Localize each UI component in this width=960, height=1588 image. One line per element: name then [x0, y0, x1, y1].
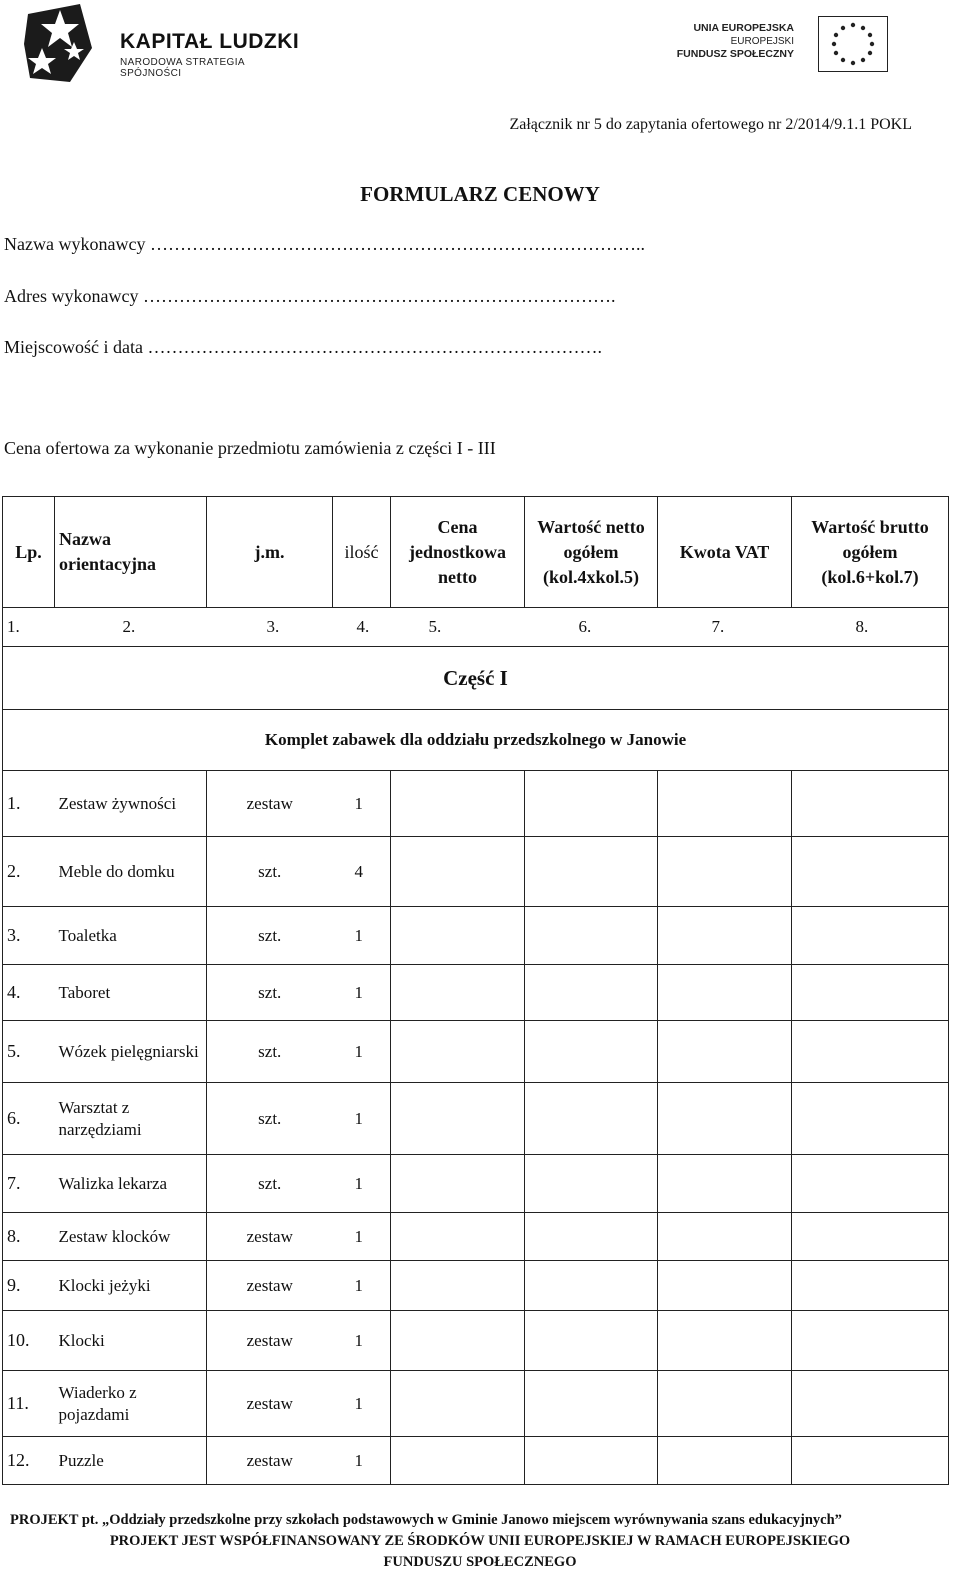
row-unit: zestaw — [207, 771, 333, 837]
eu-logo-text — [677, 22, 794, 61]
row-unit: szt. — [207, 1155, 333, 1213]
row-lp: 11. — [3, 1371, 55, 1437]
kapital-ludzki-title: KAPITAŁ LUDZKI — [120, 30, 300, 53]
table-row — [3, 1311, 949, 1371]
row-vat-cell[interactable] — [658, 837, 792, 907]
row-gross-total-cell[interactable] — [792, 771, 949, 837]
colnum-3: 3. — [207, 608, 333, 647]
row-gross-total-cell[interactable] — [792, 837, 949, 907]
row-quantity: 4 — [333, 837, 391, 907]
row-name: Puzzle — [55, 1437, 207, 1485]
row-unit: zestaw — [207, 1311, 333, 1371]
row-quantity: 1 — [333, 965, 391, 1021]
row-unit-price-cell[interactable] — [391, 837, 525, 907]
row-net-total-cell[interactable] — [525, 837, 658, 907]
footer-fund-line: FUNDUSZU SPOŁECZNEGO — [383, 1554, 577, 1570]
row-vat-cell[interactable] — [658, 1371, 792, 1437]
table-row — [3, 1021, 949, 1083]
row-name: Toaletka — [55, 907, 207, 965]
row-unit: szt. — [207, 837, 333, 907]
row-quantity: 1 — [333, 1371, 391, 1437]
row-vat-cell[interactable] — [658, 965, 792, 1021]
table-row — [3, 1213, 949, 1261]
row-gross-total-cell[interactable] — [792, 965, 949, 1021]
row-net-total-cell[interactable] — [525, 1371, 658, 1437]
eu-logo-line3: FUNDUSZ SPOŁECZNY — [676, 48, 794, 60]
row-lp: 6. — [3, 1083, 55, 1155]
part-description: Komplet zabawek dla oddziału przedszkolnego w Janowie — [3, 710, 949, 771]
form-title: FORMULARZ CENOWY — [360, 182, 600, 206]
row-name: Klocki — [55, 1311, 207, 1371]
kapital-ludzki-logo — [22, 4, 302, 86]
row-vat-cell[interactable] — [658, 1083, 792, 1155]
row-vat-cell[interactable] — [658, 1311, 792, 1371]
eu-logo-line2: EUROPEJSKI — [730, 36, 794, 47]
table-row — [3, 907, 949, 965]
footer — [0, 1510, 960, 1573]
row-gross-total-cell[interactable] — [792, 1437, 949, 1485]
row-quantity: 1 — [333, 1083, 391, 1155]
row-net-total-cell[interactable] — [525, 771, 658, 837]
row-vat-cell[interactable] — [658, 907, 792, 965]
eu-logo — [676, 16, 894, 72]
row-gross-total-cell[interactable] — [792, 1083, 949, 1155]
row-unit: zestaw — [207, 1213, 333, 1261]
part-title: Część I — [3, 647, 949, 710]
row-unit: szt. — [207, 1083, 333, 1155]
colnum-8: 8. — [792, 608, 949, 647]
row-vat-cell[interactable] — [658, 1261, 792, 1311]
row-unit-price-cell[interactable] — [391, 1213, 525, 1261]
header-vat: Kwota VAT — [658, 497, 792, 608]
row-unit-price-cell[interactable] — [391, 965, 525, 1021]
row-lp: 1. — [3, 771, 55, 837]
row-lp: 2. — [3, 837, 55, 907]
row-name: Taboret — [55, 965, 207, 1021]
row-name: Zestaw klocków — [55, 1213, 207, 1261]
row-quantity: 1 — [333, 1155, 391, 1213]
table-row — [3, 1437, 949, 1485]
kapital-ludzki-subtitle: NARODOWA STRATEGIA SPÓJNOŚCI — [120, 57, 245, 79]
table-row — [3, 1083, 949, 1155]
row-vat-cell[interactable] — [658, 1437, 792, 1485]
header-lp: Lp. — [3, 497, 55, 608]
place-date-field[interactable]: Miejscowość i data …………………………………………………………………. — [4, 337, 602, 357]
table-row — [3, 1261, 949, 1311]
header-name: Nazwa orientacyjna — [55, 497, 207, 608]
colnum-7: 7. — [658, 608, 792, 647]
row-name: Meble do domku — [55, 837, 207, 907]
row-gross-total-cell[interactable] — [792, 1021, 949, 1083]
row-unit: szt. — [207, 965, 333, 1021]
row-lp: 5. — [3, 1021, 55, 1083]
attachment-note: Załącznik nr 5 do zapytania ofertowego nr 2/2014/9.1.1 POKL — [509, 116, 912, 133]
row-net-total-cell[interactable] — [525, 907, 658, 965]
part-title-row — [3, 647, 949, 710]
row-unit-price-cell[interactable] — [391, 1437, 525, 1485]
row-net-total-cell[interactable] — [525, 1311, 658, 1371]
row-gross-total-cell[interactable] — [792, 1371, 949, 1437]
colnum-4: 4. — [333, 608, 391, 647]
row-name: Wózek pielęgniarski — [55, 1021, 207, 1083]
row-lp: 9. — [3, 1261, 55, 1311]
row-net-total-cell[interactable] — [525, 1261, 658, 1311]
offer-description: Cena ofertowa za wykonanie przedmiotu zamówienia z części I - III — [4, 438, 496, 458]
row-lp: 7. — [3, 1155, 55, 1213]
row-quantity: 1 — [333, 1437, 391, 1485]
row-vat-cell[interactable] — [658, 771, 792, 837]
part-description-row — [3, 710, 949, 771]
colnum-5: 5. — [391, 608, 525, 647]
row-name: Walizka lekarza — [55, 1155, 207, 1213]
row-unit: zestaw — [207, 1437, 333, 1485]
price-table — [2, 496, 949, 1485]
header-unit-price: Cena jednostkowa netto — [391, 497, 525, 608]
row-unit: zestaw — [207, 1371, 333, 1437]
row-name: Zestaw żywności — [55, 771, 207, 837]
row-net-total-cell[interactable] — [525, 1437, 658, 1485]
row-net-total-cell[interactable] — [525, 965, 658, 1021]
footer-project-title: PROJEKT pt. „Oddziały przedszkolne przy szkołach podstawowych w Gminie Janowo miejscem wyrównywania szans edukacyjnych” — [10, 1512, 842, 1528]
row-lp: 3. — [3, 907, 55, 965]
header-qty: ilość — [333, 497, 391, 608]
row-quantity: 1 — [333, 771, 391, 837]
row-unit-price-cell[interactable] — [391, 1083, 525, 1155]
table-row — [3, 1155, 949, 1213]
eu-stars-icon — [818, 16, 888, 72]
row-net-total-cell[interactable] — [525, 1083, 658, 1155]
row-name: Warsztat z narzędziami — [55, 1083, 207, 1155]
row-net-total-cell[interactable] — [525, 1021, 658, 1083]
footer-cofinancing-line: PROJEKT JEST WSPÓŁFINANSOWANY ZE ŚRODKÓW UNII EUROPEJSKIEJ W RAMACH EUROPEJSKIEGO — [109, 1533, 851, 1549]
row-quantity: 1 — [333, 1311, 391, 1371]
eu-logo-line1: UNIA EUROPEJSKA — [693, 22, 794, 34]
row-lp: 8. — [3, 1213, 55, 1261]
column-number-row — [3, 608, 949, 647]
row-unit-price-cell[interactable] — [391, 1155, 525, 1213]
row-gross-total-cell[interactable] — [792, 1311, 949, 1371]
row-quantity: 1 — [333, 1213, 391, 1261]
row-unit-price-cell[interactable] — [391, 1021, 525, 1083]
row-unit-price-cell[interactable] — [391, 771, 525, 837]
row-lp: 12. — [3, 1437, 55, 1485]
table-row — [3, 837, 949, 907]
table-header-row — [3, 497, 949, 608]
row-unit-price-cell[interactable] — [391, 1311, 525, 1371]
table-row — [3, 1371, 949, 1437]
row-net-total-cell[interactable] — [525, 1213, 658, 1261]
row-vat-cell[interactable] — [658, 1213, 792, 1261]
row-name: Klocki jeżyki — [55, 1261, 207, 1311]
row-gross-total-cell[interactable] — [792, 1213, 949, 1261]
row-gross-total-cell[interactable] — [792, 907, 949, 965]
header-gross-total: Wartość brutto ogółem (kol.6+kol.7) — [792, 497, 949, 608]
row-unit-price-cell[interactable] — [391, 1261, 525, 1311]
row-name: Wiaderko z pojazdami — [55, 1371, 207, 1437]
row-unit: szt. — [207, 1021, 333, 1083]
table-row — [3, 965, 949, 1021]
row-lp: 4. — [3, 965, 55, 1021]
colnum-2: 2. — [55, 608, 207, 647]
contractor-address-field[interactable]: Adres wykonawcy ……………………………………………………………………. — [4, 286, 616, 306]
kapital-ludzki-star-icon — [22, 4, 100, 86]
row-lp: 10. — [3, 1311, 55, 1371]
contractor-name-field[interactable]: Nazwa wykonawcy ……………………………………………………………………….. — [4, 234, 645, 254]
row-unit: zestaw — [207, 1261, 333, 1311]
row-vat-cell[interactable] — [658, 1021, 792, 1083]
row-vat-cell[interactable] — [658, 1155, 792, 1213]
header-net-total: Wartość netto ogółem (kol.4xkol.5) — [525, 497, 658, 608]
items-body — [3, 771, 949, 1485]
row-gross-total-cell[interactable] — [792, 1261, 949, 1311]
row-gross-total-cell[interactable] — [792, 1155, 949, 1213]
row-quantity: 1 — [333, 907, 391, 965]
table-row — [3, 771, 949, 837]
row-quantity: 1 — [333, 1021, 391, 1083]
row-unit-price-cell[interactable] — [391, 907, 525, 965]
row-unit-price-cell[interactable] — [391, 1371, 525, 1437]
row-quantity: 1 — [333, 1261, 391, 1311]
row-unit: szt. — [207, 907, 333, 965]
header-jm: j.m. — [207, 497, 333, 608]
row-net-total-cell[interactable] — [525, 1155, 658, 1213]
colnum-6: 6. — [525, 608, 658, 647]
colnum-1: 1. — [3, 608, 55, 647]
